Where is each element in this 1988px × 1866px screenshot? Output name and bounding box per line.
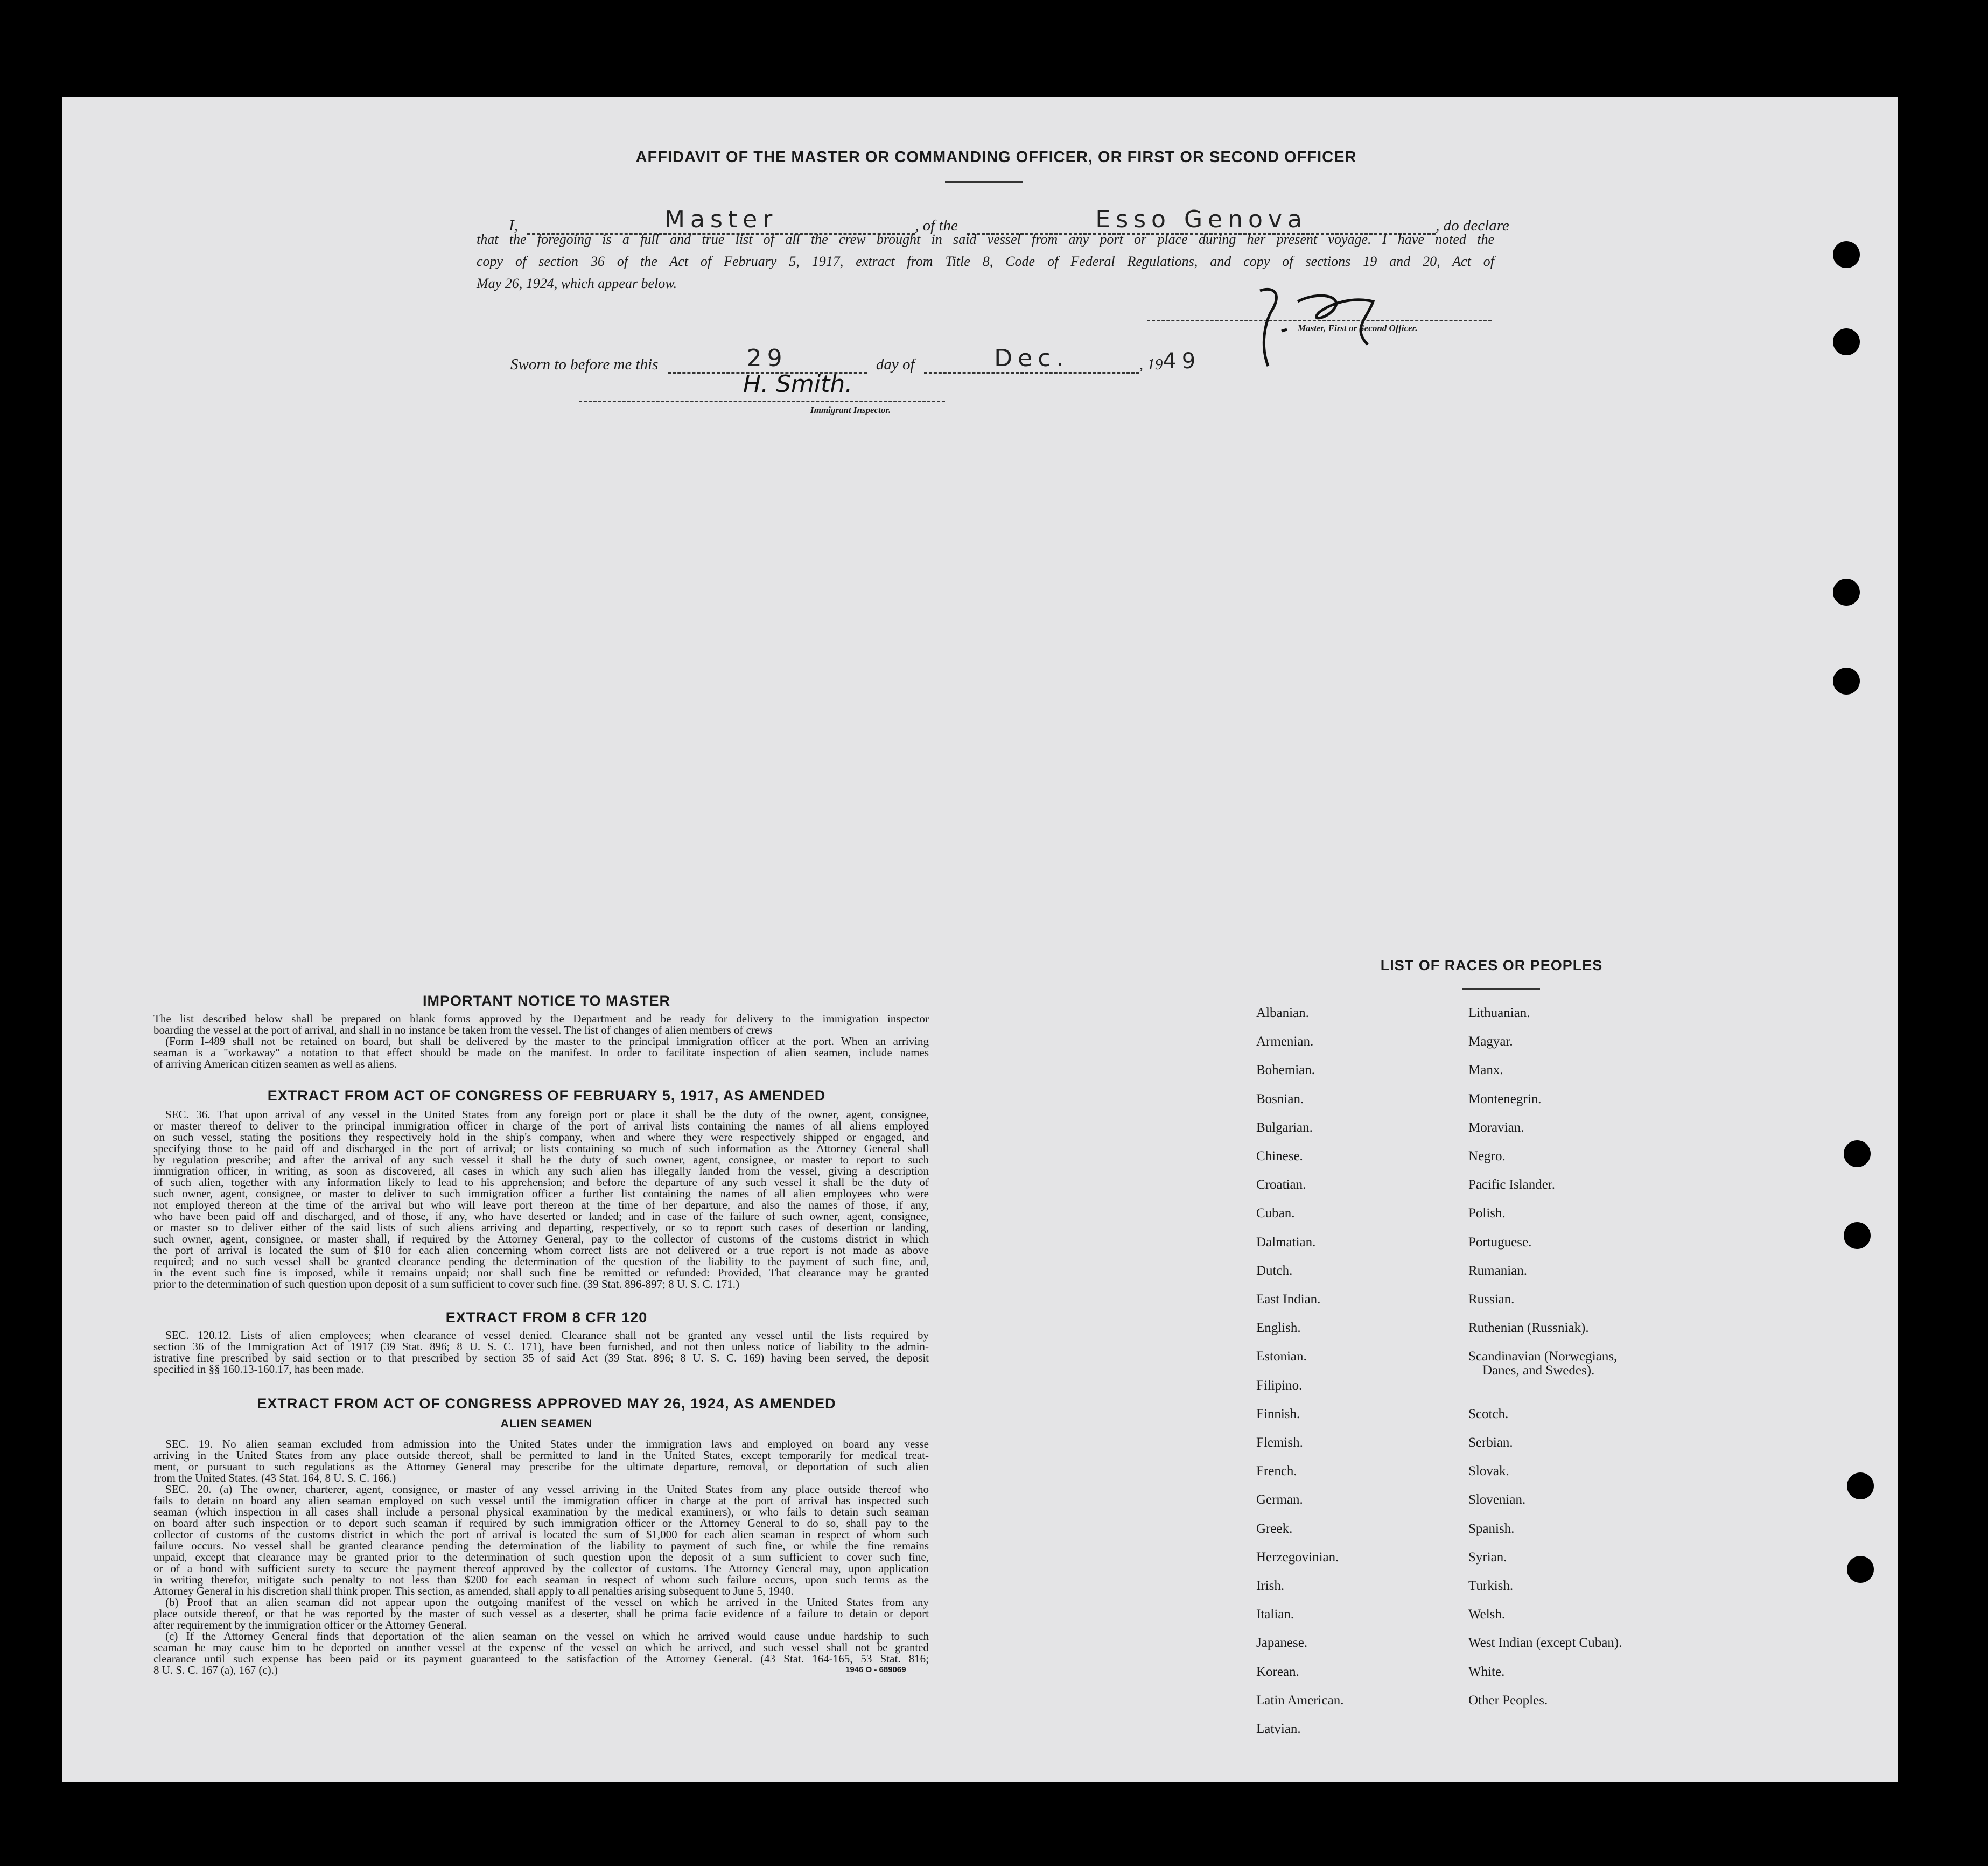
text-line: Attorney General in his discretion shall think proper. This section, as amended, shall apply to all penalties arising subsequent to June 5, 1940.	[153, 1584, 794, 1597]
text-line: unpaid, except that clearance may be granted prior to the determination of such question upon the deposit of a sum sufficient to cover such fine,	[153, 1551, 929, 1563]
text-line: (b) Proof that an alien seaman did not appear upon the outgoing manifest of the vessel on which he arrived in the United States from any	[165, 1596, 929, 1609]
race-item: Danes, and Swedes).	[1482, 1363, 1595, 1378]
text-line: on board after such inspection or to deport such seaman if required by such immigration officer or the Attorney General to do so, shall pay to the	[153, 1517, 929, 1530]
text-line: after requirement by the immigration officer or the Attorney General.	[153, 1618, 467, 1631]
race-item: East Indian.	[1256, 1292, 1321, 1307]
race-item: Dutch.	[1256, 1263, 1293, 1278]
text-line: in writing therefor, mitigate such penalty to not less than $200 for each seaman in respect of whom such failure occurs, upon such terms as the	[153, 1573, 929, 1586]
master-signature-label: Master, First or Second Officer.	[1298, 323, 1418, 333]
notice-body	[153, 1013, 929, 1070]
race-item: Montenegrin.	[1468, 1091, 1542, 1106]
race-item: Portuguese.	[1468, 1234, 1532, 1250]
role-field: Master	[527, 206, 915, 235]
text-line: seaman is a "workaway" a notation to that effect should be made on the manifest. In order to facilitate inspection of alien seamen, include names	[153, 1046, 929, 1059]
title-underline	[945, 181, 1023, 183]
race-item: Negro.	[1468, 1149, 1506, 1163]
text-line: seaman (which inspection in all cases shall include a personal physical examination by the medical examiners), or who fails to detain such seaman	[153, 1505, 929, 1518]
text-line: by regulation prescribe; and after the arrival of any such vessel it shall be the duty of such owner, agent, consignee, or master to report to such	[153, 1153, 929, 1166]
race-item: Albanian.	[1256, 1006, 1309, 1020]
text-line: in the event such fine is imposed, while it remains unpaid; nor shall such fine be remitted or refunded: Provided, That clearance may be granted	[153, 1266, 929, 1279]
text-line: istrative fine prescribed by said section or to that prescribed by section 35 of said Act (39 Stat. 896; 8 U. S. C. 169) having been served, the deposit	[153, 1351, 929, 1364]
race-item: Rumanian.	[1468, 1263, 1528, 1278]
inspector-signature-line	[579, 401, 945, 402]
text-line: of arriving American citizen seamen as well as aliens.	[153, 1057, 397, 1070]
race-item: Italian.	[1256, 1607, 1294, 1622]
text-line: on such vessel, stating the positions they respectively hold in the ship's company, when and where they were respectively shipped or engaged, and	[153, 1131, 929, 1144]
race-item: Lithuanian.	[1468, 1006, 1530, 1020]
race-item: English.	[1256, 1321, 1301, 1336]
extract-cfr-body	[153, 1330, 929, 1375]
race-item: Bulgarian.	[1256, 1120, 1313, 1135]
text-line: not employed thereon at the time of the arrival but who will leave port thereon at the time of her departure, and also the names of those, if any,	[153, 1198, 929, 1211]
race-item: Finnish.	[1256, 1406, 1300, 1421]
text-line: of such alien, together with any information likely to lead to his apprehension; and before the departure of any such vessel it shall be the duty of	[153, 1176, 929, 1189]
text-line: boarding the vessel at the port of arrival, and shall in no instance be taken from the vessel. The list of changes of alien members of crews	[153, 1023, 773, 1036]
text-line: ment, or pursuant to such regulations as the Attorney General may prescribe for the ultimate departure, removal, or deportation of such alien	[153, 1460, 929, 1473]
text-line: SEC. 120.12. Lists of alien employees; when clearance of vessel denied. Clearance shall not be granted any vessel until the lists required by	[165, 1329, 929, 1342]
race-item: West Indian (except Cuban).	[1468, 1636, 1622, 1651]
text-line: arriving in the United States from any place outside thereof, shall be permitted to land in the United States, except temporarily for medical treat-	[153, 1449, 929, 1462]
text-line: SEC. 20. (a) The owner, charterer, agent, consignee, or master of any vessel arriving in the United States from any place outside thereof who	[165, 1483, 929, 1496]
text-line: The list described below shall be prepared on blank forms approved by the Department and be ready for delivery to the immigration inspector	[153, 1012, 929, 1025]
affidavit-title: AFFIDAVIT OF THE MASTER OR COMMANDING OFFICER, OR FIRST OR SECOND OFFICER	[635, 149, 1357, 166]
inspector-signature: H. Smith.	[743, 370, 853, 398]
text-line: failure occurs. No vessel shall be granted clearance pending the determination of the liability to payment of such fine, or while the fine remains	[153, 1539, 929, 1552]
of-the-label: , of the	[915, 217, 958, 234]
race-item: Magyar.	[1468, 1034, 1513, 1049]
text-line: SEC. 36. That upon arrival of any vessel in the United States from any foreign port or place it shall be the duty of the owner, agent, consignee,	[165, 1108, 929, 1121]
text-line: fails to detain on board any alien seaman employed on such vessel until the immigration officer in charge at the port of arrival has inspected such	[153, 1494, 929, 1507]
race-item: Syrian.	[1468, 1549, 1507, 1565]
text-line: who have been paid off and discharged, and of those, if any, who have deserted or landed; and in case of the failure of such owner, agent, consignee,	[153, 1210, 929, 1223]
races-title-underline	[1462, 988, 1540, 990]
race-item: Russian.	[1468, 1292, 1515, 1307]
punch-hole	[1847, 1472, 1874, 1499]
race-item: Chinese.	[1256, 1149, 1303, 1163]
text-line: specifying those to be paid off and discharged in the port of arrival; or lists containing so much of such information as the Attorney General shall	[153, 1142, 929, 1155]
text-line: or master thereof to deliver to the principal immigration officer in charge of the port of arrival lists containing the names of all aliens employed	[153, 1119, 929, 1132]
race-item: Korean.	[1256, 1664, 1299, 1679]
text-line: collector of customs of the customs district in which the port of arrival is located the sum of $1,000 for each alien seaman in respect of whom such	[153, 1528, 929, 1541]
race-item: Dalmatian.	[1256, 1234, 1316, 1250]
text-line: (Form I-489 shall not be retained on board, but shall be delivered by the master to the principal immigration officer at the port. When an arriving	[165, 1035, 929, 1048]
race-item: Latvian.	[1256, 1722, 1301, 1736]
day-field: 29	[668, 345, 867, 374]
race-item: Slovak.	[1468, 1464, 1509, 1479]
race-item: Scandinavian (Norwegians,	[1468, 1349, 1618, 1364]
race-item: Bohemian.	[1256, 1063, 1315, 1078]
race-item: Croatian.	[1256, 1177, 1306, 1192]
race-item: Turkish.	[1468, 1579, 1514, 1593]
do-declare-label: , do declare	[1436, 217, 1509, 234]
race-item: Armenian.	[1256, 1034, 1314, 1049]
race-item: Greek.	[1256, 1521, 1293, 1536]
race-item: Latin American.	[1256, 1693, 1344, 1708]
race-item: French.	[1256, 1464, 1297, 1479]
race-item: Spanish.	[1468, 1521, 1515, 1536]
text-line: SEC. 19. No alien seaman excluded from admission into the United States under the immigration laws and employed on board any vesse	[165, 1437, 929, 1450]
text-line: from the United States. (43 Stat. 164, 8 U. S. C. 166.)	[153, 1471, 396, 1484]
extract-1924-title: EXTRACT FROM ACT OF CONGRESS APPROVED MAY 26, 1924, AS AMENDED	[257, 1395, 836, 1412]
races-title: LIST OF RACES OR PEOPLES	[1380, 957, 1603, 973]
notice-title: IMPORTANT NOTICE TO MASTER	[423, 993, 670, 1009]
punch-hole	[1833, 579, 1860, 606]
text-line: such owner, agent, consignee, or master to deliver to such immigration officer a further list containing the names of all alien employees who were	[153, 1187, 929, 1200]
race-item: Filipino.	[1256, 1378, 1303, 1393]
extract-1917-body	[153, 1109, 929, 1290]
race-item: Serbian.	[1468, 1435, 1513, 1450]
text-line: or of a bond with sufficient surety to secure the payment thereof approved by the collector of customs. The Attorney General may, upon application	[153, 1562, 929, 1575]
paragraph-line: copy of section 36 of the Act of February 5, 1917, extract from Title 8, Code of Federal Regulations, and copy of sections 19 and 20, Act of	[477, 254, 1494, 269]
race-item: Cuban.	[1256, 1206, 1295, 1221]
punch-hole	[1844, 1140, 1871, 1167]
day-of-label: day of	[876, 356, 915, 373]
vessel-field: Esso Genova	[967, 206, 1436, 235]
punch-hole	[1844, 1222, 1871, 1249]
race-item: Pacific Islander.	[1468, 1177, 1556, 1192]
race-item: Polish.	[1468, 1206, 1506, 1221]
race-item: Ruthenian (Russniak).	[1468, 1321, 1589, 1336]
text-line: or master so to deliver either of the said lists of such aliens arriving and departing, respectively, or so to report such cases of desertion or landing,	[153, 1221, 929, 1234]
race-item: Flemish.	[1256, 1435, 1303, 1450]
race-item: Moravian.	[1468, 1120, 1524, 1135]
punch-hole	[1833, 668, 1860, 695]
extract-1924-body	[153, 1439, 929, 1676]
paragraph-line: May 26, 1924, which appear below.	[477, 276, 677, 291]
text-line: specified in §§ 160.13-160.17, has been made.	[153, 1363, 364, 1376]
paragraph-line: that the foregoing is a full and true list of all the crew brought in said vessel from any port or place during her present voyage. I have noted the	[477, 232, 1494, 247]
year-prefix: , 19	[1139, 356, 1163, 373]
text-line: place outside thereof, or that he was reported by the master of such vessel as a deserter, shall be prima facie evidence of a failure to detain or deport	[153, 1607, 929, 1620]
race-item: Estonian.	[1256, 1349, 1307, 1364]
year-field: 49	[1163, 349, 1201, 374]
text-line: the port of arrival is located the sum of $10 for each alien concerning whom correct lists are not delivered or a true report is not made as above	[153, 1244, 929, 1257]
race-item: German.	[1256, 1492, 1303, 1507]
race-item: Welsh.	[1468, 1607, 1506, 1622]
print-code: 1946 O - 689069	[845, 1665, 906, 1674]
sworn-label: Sworn to before me this	[510, 356, 659, 373]
month-field: Dec.	[924, 345, 1139, 374]
extract-1924-subtitle: ALIEN SEAMEN	[500, 1418, 593, 1430]
race-item: Scotch.	[1468, 1406, 1509, 1421]
text-line: such owner, agent, consignee, or master shall, if required by the Attorney General, pay to the collector of customs of the customs district in which	[153, 1232, 929, 1245]
inspector-label: Immigrant Inspector.	[810, 405, 891, 415]
punch-hole	[1833, 328, 1860, 355]
race-item: Other Peoples.	[1468, 1693, 1548, 1708]
text-line: 8 U. S. C. 167 (a), 167 (c).)	[153, 1664, 278, 1676]
race-item: Irish.	[1256, 1579, 1285, 1593]
race-item: Manx.	[1468, 1063, 1503, 1078]
race-item: Herzegovinian.	[1256, 1549, 1339, 1565]
punch-hole	[1833, 241, 1860, 268]
extract-cfr-title: EXTRACT FROM 8 CFR 120	[445, 1309, 648, 1325]
race-item: Japanese.	[1256, 1636, 1308, 1651]
race-item: Bosnian.	[1256, 1091, 1304, 1106]
race-item: White.	[1468, 1664, 1505, 1679]
punch-hole	[1847, 1556, 1874, 1583]
text-line: (c) If the Attorney General finds that deportation of the alien seaman on the vessel on which he arrived would cause undue hardship to such	[165, 1630, 929, 1643]
text-line: prior to the determination of such question upon deposit of a sum sufficient to cover such fine. (39 Stat. 896-897; 8 U. S. C. 171.)	[153, 1278, 739, 1290]
text-line: section 36 of the Immigration Act of 1917 (39 Stat. 896; 8 U. S. C. 171), have been furnished, and not then unless notice of liability to the admin-	[153, 1340, 929, 1353]
race-item: Slovenian.	[1468, 1492, 1526, 1507]
i-label: I,	[509, 217, 518, 234]
text-line: seaman he may cause him to be deported on another vessel at the expense of the vessel on which he arrived, and such vessel shall not be granted	[153, 1641, 929, 1654]
text-line: immigration officer, in writing, as soon as discovered, all cases in which any such alien has illegally landed from the vessel, giving a description	[153, 1165, 929, 1177]
text-line: required; and no such vessel shall be granted clearance pending the determination of the question of the liability to the payment of such fine, and,	[153, 1255, 929, 1268]
sworn-line	[510, 345, 1200, 374]
text-line: clearance until such expense has been paid or its payment guaranteed to the satisfaction of the Attorney General. (43 Stat. 164-165, 53 Stat. 816;	[153, 1652, 929, 1665]
extract-1917-title: EXTRACT FROM ACT OF CONGRESS OF FEBRUARY 5, 1917, AS AMENDED	[267, 1088, 826, 1104]
